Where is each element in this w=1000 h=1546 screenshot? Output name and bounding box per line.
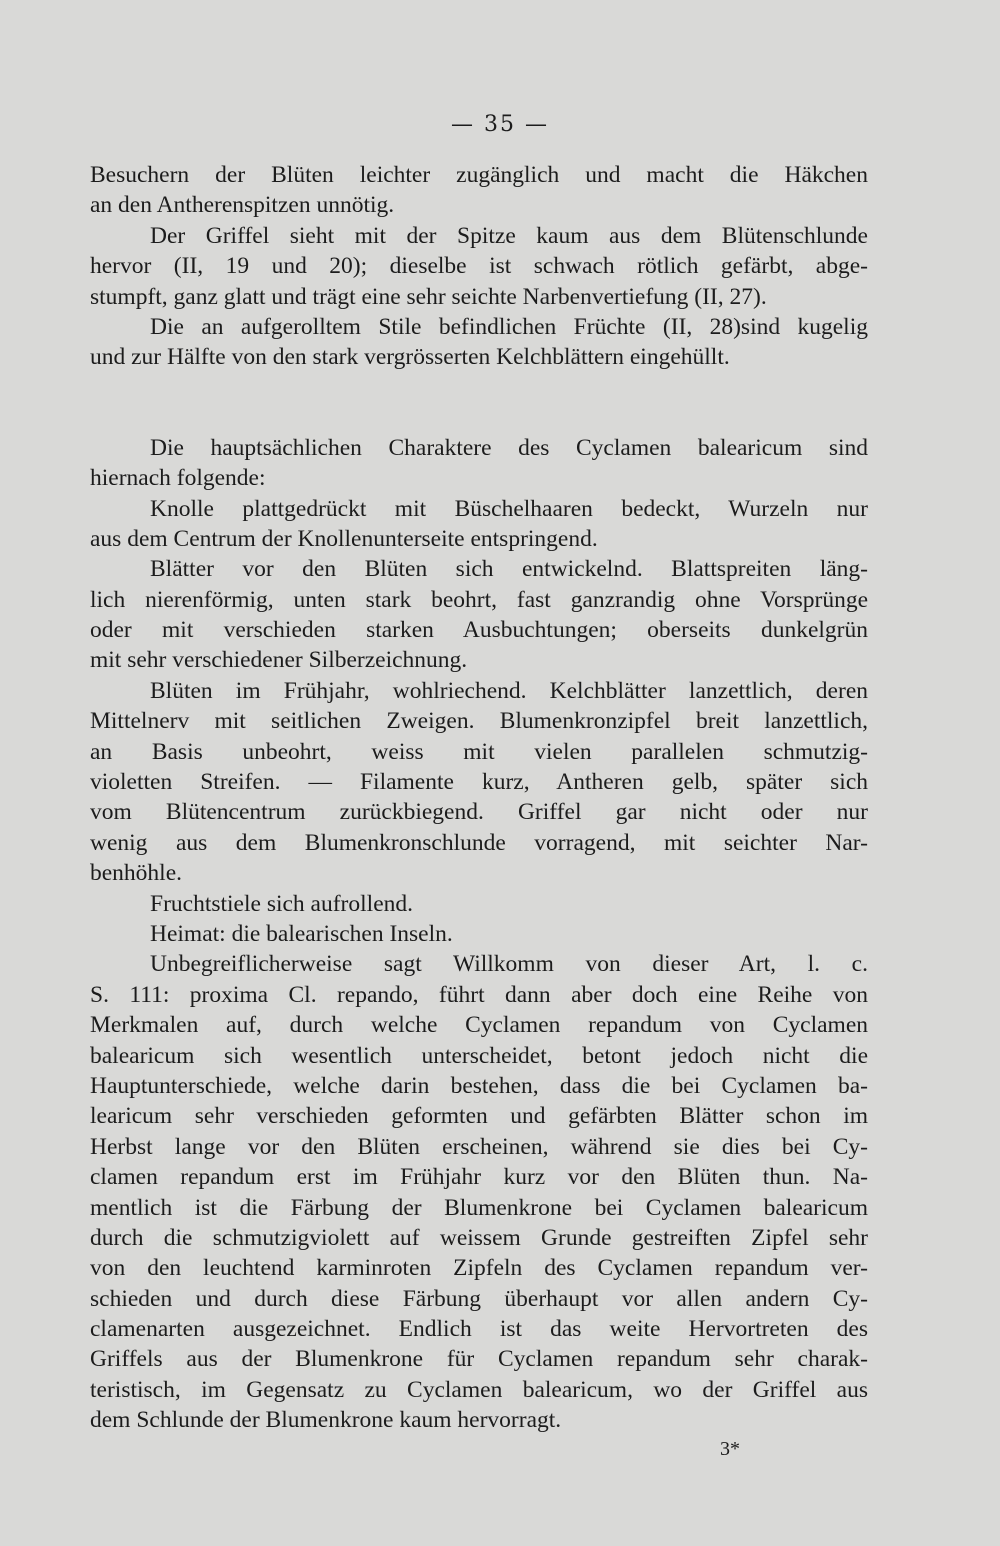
paragraph [90, 676, 868, 889]
text-line: Blüten im Frühjahr, wohlriechend. Kelchblätter lanzettlich, deren [150, 677, 868, 704]
signature-mark: 3* [720, 1438, 740, 1460]
text-line: schieden und durch diese Färbung überhaupt vor allen andern Cy- [90, 1285, 868, 1312]
text-line: dem Schlunde der Blumenkrone kaum hervorragt. [90, 1407, 562, 1434]
text-line: benhöhle. [90, 860, 183, 887]
text-line: Blätter vor den Blüten sich entwickelnd. Blattspreiten läng- [150, 556, 868, 583]
paragraph-gap [90, 373, 868, 433]
text-line: wenig aus dem Blumenkronschlunde vorragend, mit seichter Nar- [90, 829, 868, 856]
text-line: clamenarten ausgezeichnet. Endlich ist das weite Hervortreten des [90, 1316, 868, 1343]
text-line: und zur Hälfte von den stark vergrösserten Kelchblättern eingehüllt. [90, 344, 730, 371]
text-line: clamen repandum erst im Frühjahr kurz vor den Blüten thun. Na- [90, 1164, 868, 1191]
paragraph [90, 221, 868, 312]
text-line: aus dem Centrum der Knollenunterseite entspringend. [90, 525, 598, 552]
text-line: teristisch, im Gegensatz zu Cyclamen balearicum, wo der Griffel aus [90, 1376, 868, 1403]
paragraph [90, 919, 868, 949]
text-line: Fruchtstiele sich aufrollend. [150, 890, 413, 917]
text-line: Die hauptsächlichen Charaktere des Cyclamen balearicum sind [150, 434, 868, 461]
page-number: — 35 — [451, 112, 549, 137]
text-line: Mittelnerv mit seitlichen Zweigen. Blumenkronzipfel breit lanzettlich, [90, 708, 868, 735]
text-line: lich nierenförmig, unten stark beohrt, fast ganzrandig ohne Vorsprünge [90, 586, 868, 613]
text-line: hiernach folgende: [90, 465, 266, 492]
paragraph [90, 554, 868, 676]
text-line: Merkmalen auf, durch welche Cyclamen repandum von Cyclamen [90, 1012, 868, 1039]
text-line: von den leuchtend karminroten Zipfeln des Cyclamen repandum ver- [90, 1255, 868, 1282]
text-line: violetten Streifen. — Filamente kurz, Antheren gelb, später sich [90, 769, 868, 796]
text-line: Hauptunterschiede, welche darin bestehen, dass die bei Cyclamen ba- [90, 1072, 868, 1099]
text-line: Besuchern der Blüten leichter zugänglich und macht die Häkchen [90, 162, 868, 188]
text-line: Unbegreiflicherweise sagt Willkomm von dieser Art, l. c. [150, 951, 868, 978]
text-line: Die an aufgerolltem Stile befindlichen Früchte (II, 28)sind kugelig [150, 313, 868, 340]
paragraph [90, 312, 868, 373]
text-line: Griffels aus der Blumenkrone für Cyclamen repandum sehr charak- [90, 1346, 868, 1373]
text-line: learicum sehr verschieden geformten und gefärbten Blätter schon im [90, 1103, 868, 1130]
text-line: stumpft, ganz glatt und trägt eine sehr seichte Narbenvertiefung (II, 27). [90, 283, 767, 310]
text-line: oder mit verschieden starken Ausbuchtungen; oberseits dunkelgrün [90, 617, 868, 644]
paragraph [90, 494, 868, 555]
paragraph [90, 949, 868, 1435]
text-line: an Basis unbeohrt, weiss mit vielen parallelen schmutzig- [90, 738, 868, 765]
text-line: hervor (II, 19 und 20); dieselbe ist schwach rötlich gefärbt, abge- [90, 253, 868, 280]
text-line: Heimat: die balearischen Inseln. [150, 920, 453, 947]
text-line: Herbst lange vor den Blüten erscheinen, während sie dies bei Cy- [90, 1133, 868, 1160]
text-line: vom Blütencentrum zurückbiegend. Griffel gar nicht oder nur [90, 799, 868, 826]
text-line: mentlich ist die Färbung der Blumenkrone bei Cyclamen balearicum [90, 1194, 868, 1221]
text-line: S. 111: proxima Cl. repando, führt dann aber doch eine Reihe von [90, 981, 868, 1008]
body-text [90, 160, 868, 1436]
paragraph [90, 160, 868, 221]
text-line: mit sehr verschiedener Silberzeichnung. [90, 647, 468, 674]
text-line: durch die schmutzigviolett auf weissem Grunde gestreiften Zipfel sehr [90, 1224, 868, 1251]
text-line: an den Antherenspitzen unnötig. [90, 192, 395, 219]
text-line: Knolle plattgedrückt mit Büschelhaaren bedeckt, Wurzeln nur [150, 495, 868, 522]
paragraph [90, 433, 868, 494]
paragraph [90, 889, 868, 919]
text-line: Der Griffel sieht mit der Spitze kaum aus dem Blütenschlunde [150, 222, 868, 249]
text-line: balearicum sich wesentlich unterscheidet, betont jedoch nicht die [90, 1042, 868, 1069]
